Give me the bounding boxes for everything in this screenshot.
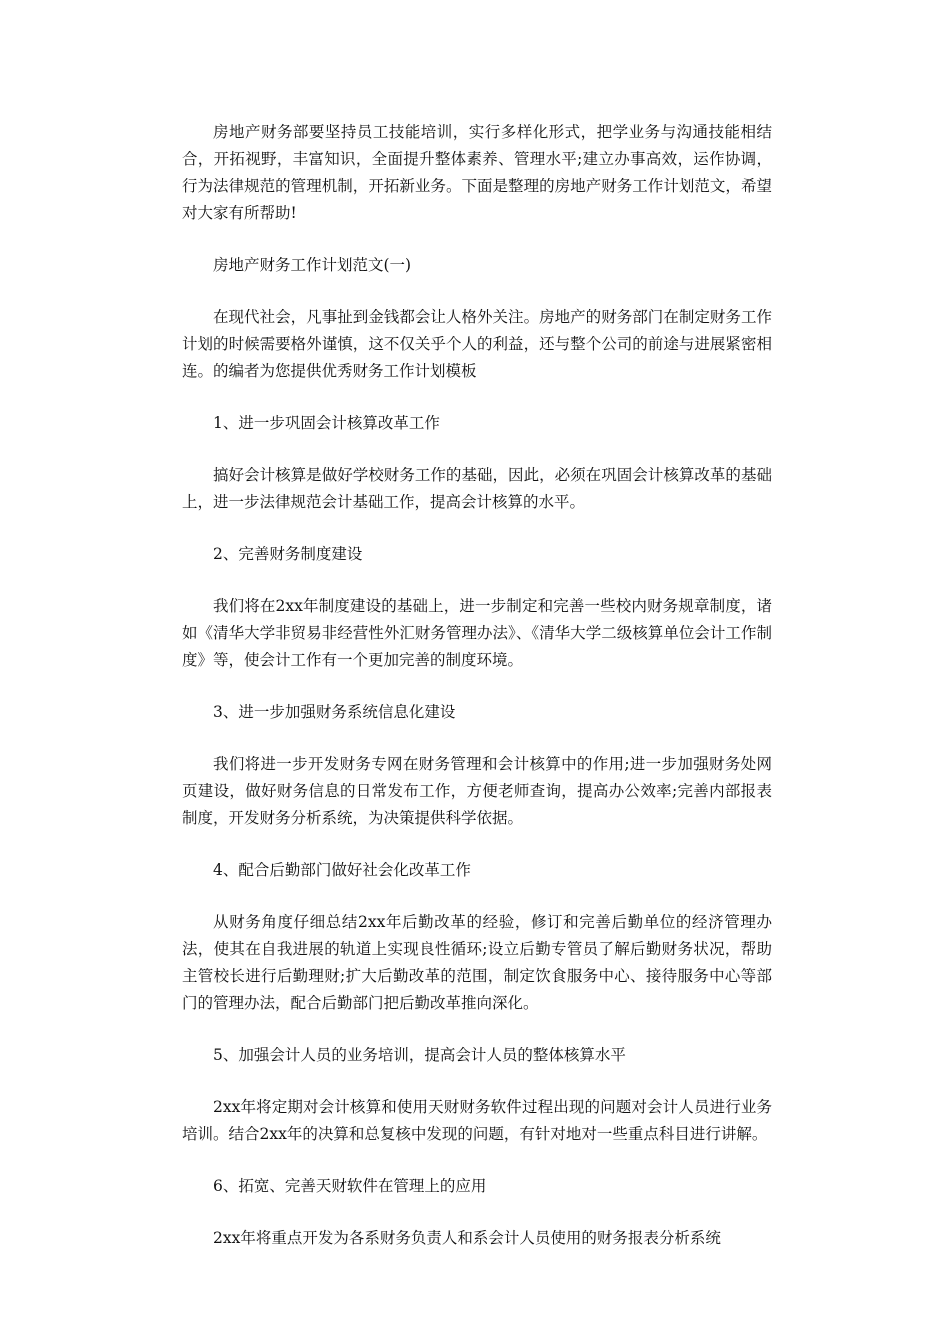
section-heading-2: 2、完善财务制度建设 [213, 545, 363, 563]
document-body [182, 119, 772, 1277]
section-body-6: 2xx年将重点开发为各系财务负责人和系会计人员使用的财务报表分析系统 [213, 1229, 721, 1247]
document-title: 房地产财务工作计划范文(一) [213, 256, 412, 274]
section-heading-4: 4、配合后勤部门做好社会化改革工作 [213, 861, 471, 879]
section-body-3: 我们将进一步开发财务专网在财务管理和会计核算中的作用;进一步加强财务处网页建设，做好财务信息的日常发布工作，方便老师查询，提高办公效率;完善内部报表制度，开发财务分析系统，为决策提供科学依据。 [182, 755, 772, 827]
section-heading-1: 1、进一步巩固会计核算改革工作 [213, 414, 440, 432]
lead-paragraph: 在现代社会，凡事扯到金钱都会让人格外关注。房地产的财务部门在制定财务工作计划的时候需要格外谨慎，这不仅关乎个人的利益，还与整个公司的前途与进展紧密相连。的编者为您提供优秀财务工作计划模板 [182, 308, 772, 380]
section-heading-6: 6、拓宽、完善天财软件在管理上的应用 [213, 1177, 487, 1195]
section-body-5: 2xx年将定期对会计核算和使用天财财务软件过程出现的问题对会计人员进行业务培训。结合2xx年的决算和总复核中发现的问题，有针对地对一些重点科目进行讲解。 [182, 1098, 772, 1143]
section-heading-3: 3、进一步加强财务系统信息化建设 [213, 703, 456, 721]
intro-paragraph: 房地产财务部要坚持员工技能培训，实行多样化形式，把学业务与沟通技能相结合，开拓视野，丰富知识，全面提升整体素养、管理水平;建立办事高效，运作协调，行为法律规范的管理机制，开拓新业务。下面是整理的房地产财务工作计划范文，希望对大家有所帮助! [182, 123, 772, 222]
section-body-4: 从财务角度仔细总结2xx年后勤改革的经验，修订和完善后勤单位的经济管理办法，使其在自我进展的轨道上实现良性循环;设立后勤专管员了解后勤财务状况，帮助主管校长进行后勤理财;扩大后勤改革的范围，制定饮食服务中心、接待服务中心等部门的管理办法，配合后勤部门把后勤改革推向深化。 [182, 913, 772, 1012]
section-body-1: 搞好会计核算是做好学校财务工作的基础，因此，必须在巩固会计核算改革的基础上，进一步法律规范会计基础工作，提高会计核算的水平。 [182, 466, 772, 511]
section-body-2: 我们将在2xx年制度建设的基础上，进一步制定和完善一些校内财务规章制度，诸如《清华大学非贸易非经营性外汇财务管理办法》、《清华大学二级核算单位会计工作制度》等，使会计工作有一个更加完善的制度环境。 [182, 597, 772, 669]
section-heading-5: 5、加强会计人员的业务培训，提高会计人员的整体核算水平 [213, 1046, 626, 1064]
